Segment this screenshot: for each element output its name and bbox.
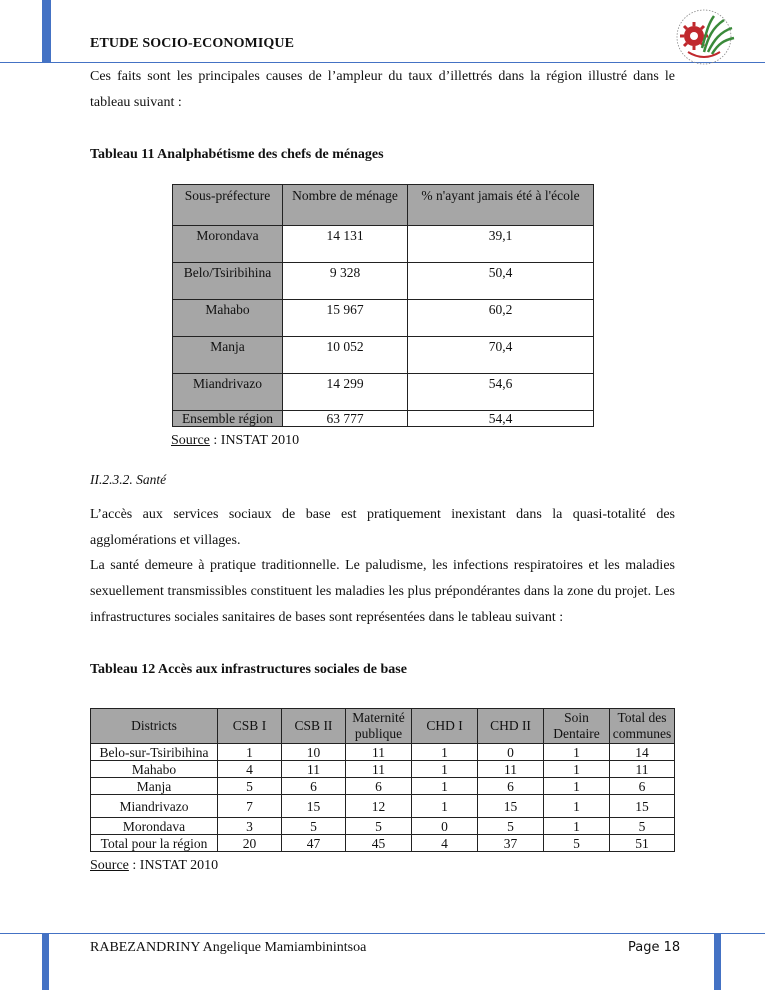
source-label: Source <box>90 858 129 873</box>
table-cell: 11 <box>346 761 412 778</box>
table-header-row <box>173 185 594 226</box>
table-cell: 0 <box>412 818 478 835</box>
table-row <box>91 778 675 795</box>
table-cell: Morondava <box>173 226 283 263</box>
table-cell: 45 <box>346 835 412 852</box>
table-cell: 47 <box>282 835 346 852</box>
table-cell: 15 <box>282 795 346 818</box>
header-accent-bar <box>42 0 51 62</box>
column-header: Nombre de ménage <box>283 185 408 226</box>
footer-author: RABEZANDRINY Angelique Mamiambinintsoa <box>90 940 367 955</box>
table-total-row <box>91 835 675 852</box>
illiteracy-table <box>172 184 594 427</box>
table-cell: 50,4 <box>408 263 594 300</box>
table-cell: 5 <box>544 835 610 852</box>
table12-caption: Tableau 12 Accès aux infrastructures sociales de base <box>90 662 407 677</box>
table-cell: 10 <box>282 744 346 761</box>
infrastructure-table <box>90 708 675 852</box>
table-cell: 1 <box>544 818 610 835</box>
table-cell: 54,4 <box>408 411 594 427</box>
table-cell: 14 131 <box>283 226 408 263</box>
source-text: : INSTAT 2010 <box>209 433 300 448</box>
table-cell: 70,4 <box>408 337 594 374</box>
table-cell: Belo-sur-Tsiribihina <box>91 744 218 761</box>
table-cell: 15 967 <box>283 300 408 337</box>
table-cell: 11 <box>346 744 412 761</box>
table-cell: 5 <box>346 818 412 835</box>
table-cell: 20 <box>218 835 282 852</box>
table-cell: Manja <box>91 778 218 795</box>
table-cell: 9 328 <box>283 263 408 300</box>
table-cell: 5 <box>218 778 282 795</box>
sante-paragraph-1: L’accès aux services sociaux de base est pratiquement inexistant dans la quasi-totalité des agglomérations et villages. <box>90 507 675 548</box>
column-header: Districts <box>91 709 218 744</box>
table-cell: 1 <box>544 761 610 778</box>
column-header: Soin Dentaire <box>544 709 610 744</box>
table-cell: 11 <box>478 761 544 778</box>
table-cell: Ensemble région <box>173 411 283 427</box>
table-cell: Total pour la région <box>91 835 218 852</box>
table-header-row <box>91 709 675 744</box>
table-cell: Miandrivazo <box>173 374 283 411</box>
column-header: CSB II <box>282 709 346 744</box>
table-cell: 1 <box>412 761 478 778</box>
table-row <box>173 226 594 263</box>
table-cell: 11 <box>610 761 675 778</box>
table-cell: 3 <box>218 818 282 835</box>
table-cell: 5 <box>282 818 346 835</box>
table-cell: 14 299 <box>283 374 408 411</box>
table-cell: 39,1 <box>408 226 594 263</box>
column-header: % n'ayant jamais été à l'école <box>408 185 594 226</box>
table-row <box>173 300 594 337</box>
header-rule <box>0 62 765 63</box>
table11-caption: Tableau 11 Analphabétisme des chefs de ménages <box>90 147 384 162</box>
table-cell: 1 <box>412 744 478 761</box>
table-cell: 4 <box>218 761 282 778</box>
column-header: CSB I <box>218 709 282 744</box>
sante-paragraph-2: La santé demeure à pratique traditionnelle. Le paludisme, les infections respiratoires et les maladies sexuellement transmissibles constituent les maladies les plus prépondérantes dans la zone du projet. Les infrastructures sociales sanitaires de bases sont représentées dans le tableau suivant : <box>90 558 675 625</box>
footer-rule <box>0 933 765 934</box>
table-cell: 7 <box>218 795 282 818</box>
table-cell: 15 <box>610 795 675 818</box>
university-logo-icon <box>668 8 740 66</box>
table-cell: 5 <box>478 818 544 835</box>
table-row <box>91 818 675 835</box>
table-row <box>173 374 594 411</box>
footer-accent-bar-left <box>42 934 49 990</box>
table-cell: 51 <box>610 835 675 852</box>
table-cell: Morondava <box>91 818 218 835</box>
table-cell: 6 <box>282 778 346 795</box>
table-row <box>173 263 594 300</box>
table-cell: 6 <box>346 778 412 795</box>
table-cell: 63 777 <box>283 411 408 427</box>
table-cell: 1 <box>412 795 478 818</box>
table-cell: 14 <box>610 744 675 761</box>
page-number: Page 18 <box>628 940 681 955</box>
table-row <box>91 761 675 778</box>
running-header-title: ETUDE SOCIO-ECONOMIQUE <box>90 36 295 51</box>
table12-source <box>90 858 218 874</box>
table-cell: 1 <box>412 778 478 795</box>
table-cell: 6 <box>610 778 675 795</box>
table-cell: 54,6 <box>408 374 594 411</box>
table-cell: 1 <box>544 795 610 818</box>
table-cell: 1 <box>218 744 282 761</box>
table-cell: 10 052 <box>283 337 408 374</box>
intro-paragraph: Ces faits sont les principales causes de l’ampleur du taux d’illettrés dans la région illustré dans le tableau suivant : <box>90 69 675 110</box>
column-header: CHD II <box>478 709 544 744</box>
table-cell: 12 <box>346 795 412 818</box>
table11-source <box>171 433 299 449</box>
table-cell: 4 <box>412 835 478 852</box>
source-text: : INSTAT 2010 <box>128 858 219 873</box>
table-cell: 37 <box>478 835 544 852</box>
column-header: Sous-préfecture <box>173 185 283 226</box>
column-header: Total des communes <box>610 709 675 744</box>
table-cell: Manja <box>173 337 283 374</box>
column-header: Maternité publique <box>346 709 412 744</box>
table-cell: 60,2 <box>408 300 594 337</box>
source-label: Source <box>171 433 210 448</box>
table-cell: 0 <box>478 744 544 761</box>
table-cell: Miandrivazo <box>91 795 218 818</box>
footer-accent-bar-right <box>714 934 721 990</box>
table-total-row <box>173 411 594 427</box>
table-cell: Mahabo <box>91 761 218 778</box>
table-cell: Belo/Tsiribihina <box>173 263 283 300</box>
table-row <box>91 795 675 818</box>
table-cell: 1 <box>544 778 610 795</box>
table-row <box>173 337 594 374</box>
table-cell: 15 <box>478 795 544 818</box>
table-cell: 5 <box>610 818 675 835</box>
column-header: CHD I <box>412 709 478 744</box>
section-subheading: II.2.3.2. Santé <box>90 472 167 487</box>
table-cell: 6 <box>478 778 544 795</box>
table-row <box>91 744 675 761</box>
table-cell: Mahabo <box>173 300 283 337</box>
table-cell: 11 <box>282 761 346 778</box>
table-cell: 1 <box>544 744 610 761</box>
